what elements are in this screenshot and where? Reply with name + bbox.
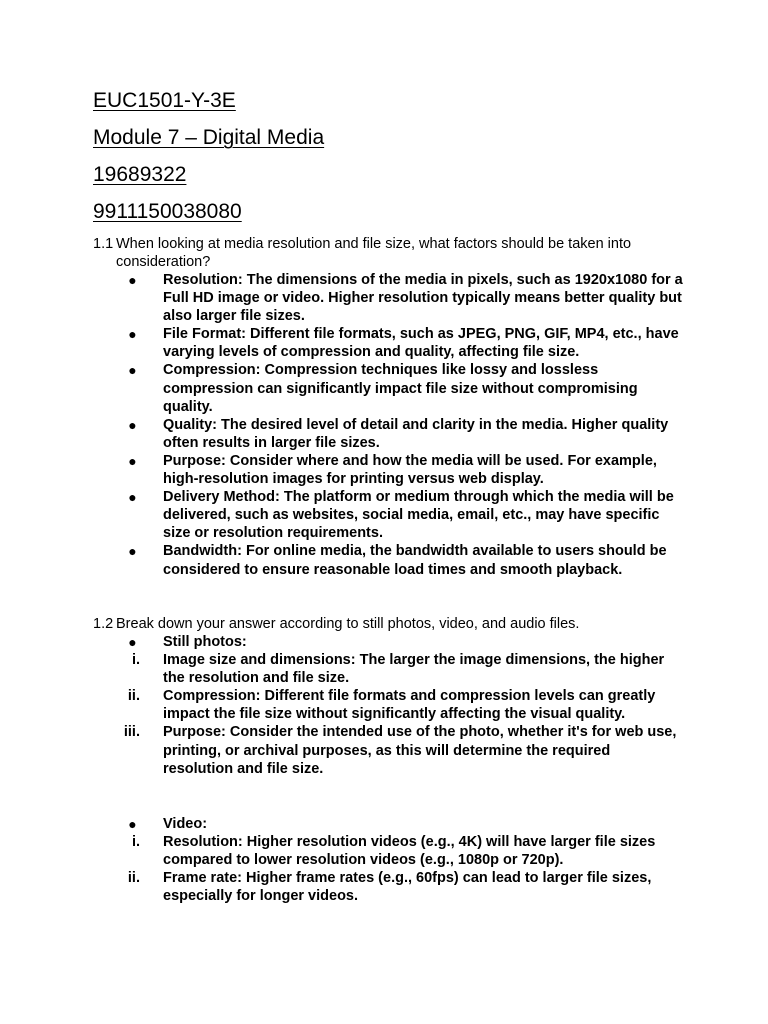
bullet-icon: ●	[128, 543, 137, 560]
roman-numeral: i.	[131, 652, 140, 669]
list-item	[0, 488, 683, 542]
module-title-heading: Module 7 – Digital Media	[93, 126, 325, 149]
list-item	[0, 361, 683, 415]
bullet-icon: ●	[128, 634, 137, 650]
list-item-text: Compression: Compression techniques like lossy and lossless compression can significantly impact file size without compromising quality.	[163, 362, 638, 415]
list-item	[0, 651, 683, 687]
list-item	[0, 815, 683, 833]
bullet-icon: ●	[128, 816, 137, 832]
list-item	[0, 723, 683, 777]
question-1-1-text: When looking at media resolution and file size, what factors should be taken into consideration?	[116, 236, 632, 270]
video-title: Video:	[163, 816, 208, 832]
list-item-text: Purpose: Consider the intended use of the photo, whether it's for web use, printing, or archival purposes, as this will determine the required resolution and file size.	[163, 724, 677, 777]
list-item-text: File Format: Different file formats, such as JPEG, PNG, GIF, MP4, etc., have varying levels of compression and quality, affecting file size.	[163, 326, 679, 361]
video-list	[0, 815, 768, 905]
roman-numeral: iii.	[123, 724, 140, 741]
list-item-text: Delivery Method: The platform or medium through which the media will be delivered, such as websites, social media, email, etc., may have specific size or resolution requirements.	[163, 489, 674, 542]
question-1-2-text: Break down your answer according to still photos, video, and audio files.	[116, 616, 580, 632]
bullet-icon: ●	[128, 416, 137, 433]
list-item	[0, 869, 683, 905]
question-1-2-number: 1.2	[93, 616, 114, 632]
roman-numeral: ii.	[127, 870, 140, 887]
list-item-text: Quality: The desired level of detail and clarity in the media. Higher quality often results in larger file sizes.	[163, 416, 669, 451]
list-item	[0, 325, 683, 361]
list-item-text: Resolution: Higher resolution videos (e.g., 4K) will have larger file sizes compared to lower resolution videos (e.g., 1080p or 720p).	[163, 834, 656, 869]
list-item-text: Image size and dimensions: The larger the image dimensions, the higher the resolution and file size.	[163, 652, 665, 687]
id-number-heading: 9911150038080	[93, 200, 242, 223]
list-item	[0, 833, 683, 869]
list-item	[0, 633, 683, 651]
list-item-text: Resolution: The dimensions of the media in pixels, such as 1920x1080 for a Full HD image or video. Higher resolution typically means better quality but also larger file sizes.	[163, 272, 683, 325]
list-item	[0, 271, 683, 325]
still-photos-title: Still photos:	[163, 634, 247, 650]
list-item	[0, 542, 683, 578]
roman-numeral: i.	[131, 834, 140, 851]
bullet-icon: ●	[128, 326, 137, 343]
student-number-heading: 19689322	[93, 163, 187, 186]
still-photos-list	[0, 633, 768, 778]
bullet-icon: ●	[128, 362, 137, 379]
bullet-icon: ●	[128, 489, 137, 506]
list-item	[0, 416, 683, 452]
list-item-text: Frame rate: Higher frame rates (e.g., 60fps) can lead to larger file sizes, especially for longer videos.	[163, 870, 652, 905]
list-item	[0, 452, 683, 488]
course-code-heading: EUC1501-Y-3E	[93, 89, 236, 112]
list-item-text: Purpose: Consider where and how the media will be used. For example, high-resolution images for printing versus web display.	[163, 452, 657, 488]
question-1-1-number: 1.1	[93, 236, 114, 252]
roman-numeral: ii.	[127, 688, 140, 705]
bullet-icon: ●	[128, 272, 137, 288]
list-item-text: Compression: Different file formats and compression levels can greatly impact the file size without significantly affecting the visual quality.	[163, 688, 656, 723]
list-item	[0, 687, 683, 723]
bullet-icon: ●	[128, 452, 137, 469]
question-1-1-answer-list	[0, 271, 768, 579]
list-item-text: Bandwidth: For online media, the bandwidth available to users should be considered to ensure reasonable load times and smooth playback.	[163, 543, 667, 578]
